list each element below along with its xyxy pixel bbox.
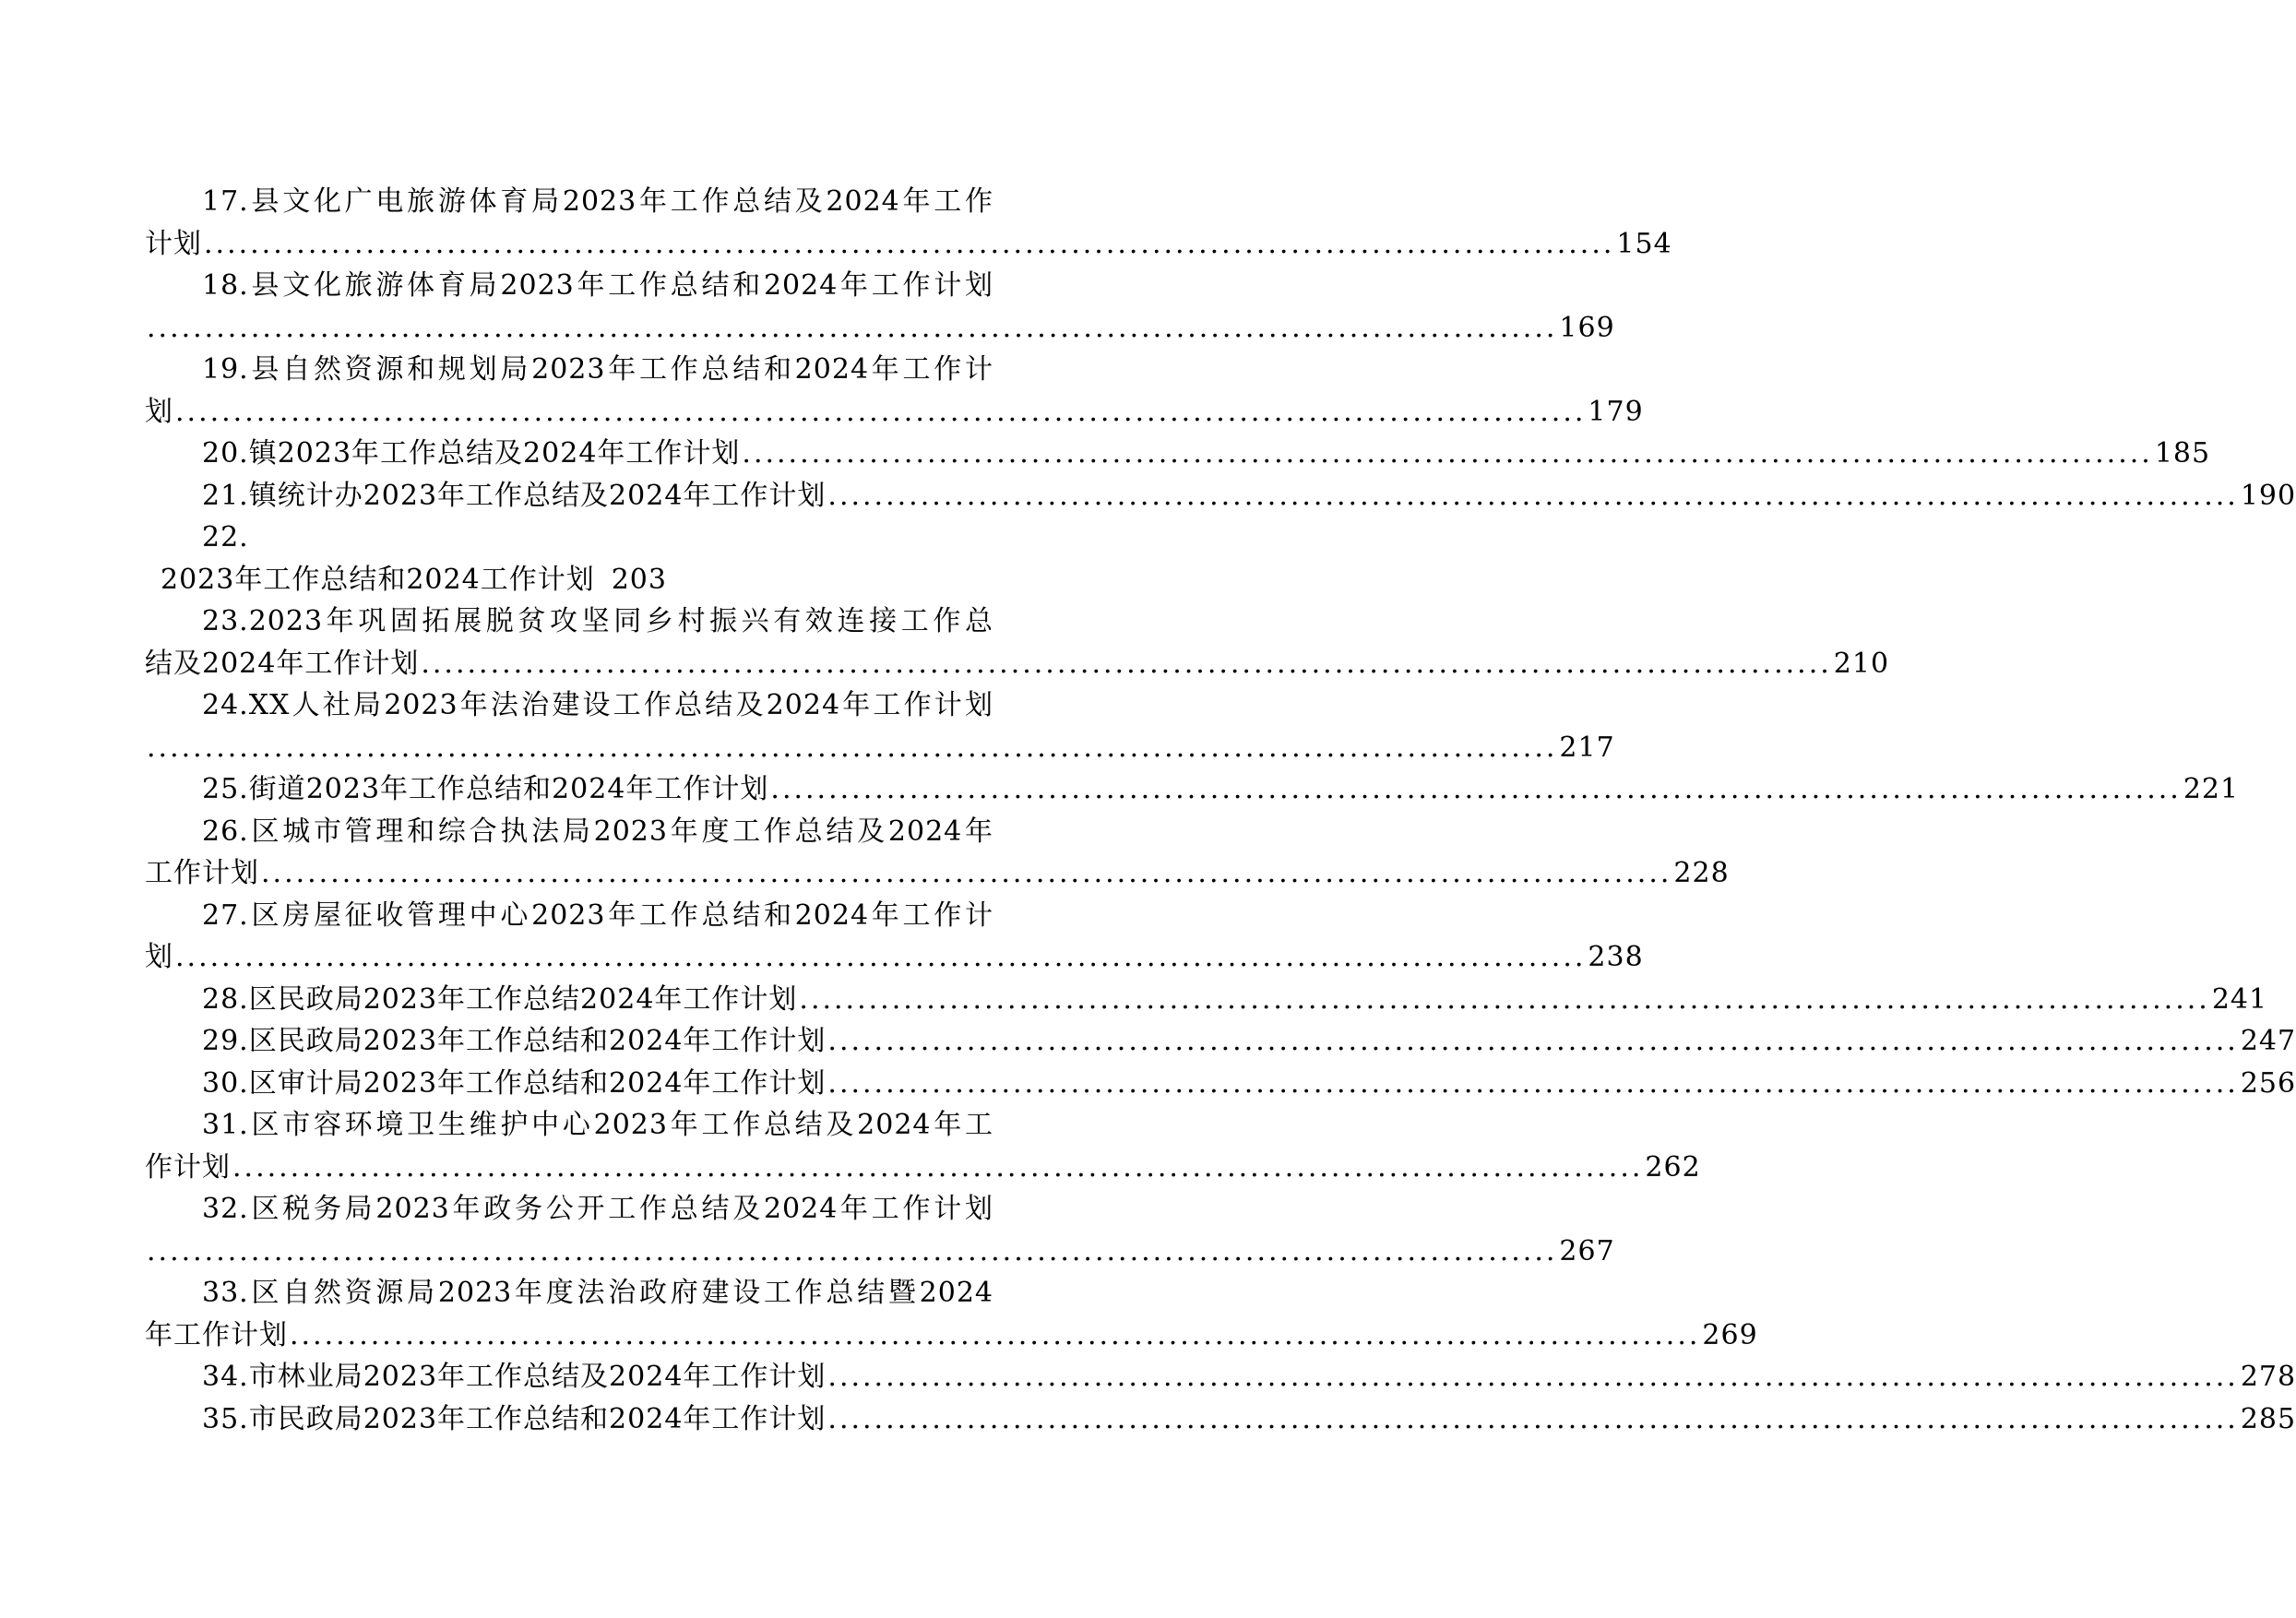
toc-entry-26-line2[interactable] <box>145 852 1730 895</box>
toc-page-number-31: 262 <box>1645 1150 1701 1184</box>
toc-entry-17-line2[interactable] <box>145 223 1672 266</box>
toc-entry-26-line1[interactable]: 26.区城市管理和综合执法局2023年度工作总结及2024年 <box>202 815 993 848</box>
toc-entry-19-line1[interactable]: 19.县自然资源和规划局2023年工作总结和2024年工作计 <box>202 353 993 386</box>
toc-entry-31-title-end: 作计划 <box>145 1150 231 1184</box>
toc-entry-21-title: 21.镇统计办2023年工作总结及2024年工作计划 <box>202 479 827 512</box>
toc-leader-dots: .......................................................................................................................... <box>261 857 1672 889</box>
toc-entry-32-line2[interactable] <box>145 1231 1615 1273</box>
toc-entry-24-line1[interactable]: 24.XX人社局2023年法治建设工作总结及2024年工作计划 <box>202 689 993 721</box>
toc-leader-dots: .......................................................................................................................... <box>827 1025 2239 1057</box>
toc-entry-27-title-end: 划 <box>145 941 173 973</box>
toc-entry-30-title: 30.区审计局2023年工作总结和2024年工作计划 <box>202 1066 827 1100</box>
toc-entry-22-title: 2023年工作总结和2024工作计划 <box>161 563 595 596</box>
toc-page-number-27: 238 <box>1588 941 1644 973</box>
toc-leader-dots: .......................................................................................................................... <box>204 227 1615 260</box>
toc-entry-31-line2[interactable] <box>145 1147 1701 1189</box>
toc-page-number-25: 221 <box>2183 773 2240 805</box>
toc-entry-33-line2[interactable] <box>145 1315 1758 1357</box>
toc-leader-dots: .......................................................................................................................... <box>147 1234 1558 1267</box>
toc-entry-35[interactable] <box>145 1398 2296 1441</box>
toc-leader-dots: .......................................................................................................................... <box>232 1150 1644 1184</box>
toc-page-number-28: 241 <box>2211 982 2268 1016</box>
toc-page-number-33: 269 <box>1702 1318 1758 1351</box>
toc-entry-20[interactable] <box>145 433 2211 475</box>
toc-entry-33-line1[interactable]: 33.区自然资源局2023年度法治政府建设工作总结暨2024 <box>202 1277 993 1309</box>
toc-leader-dots: .......................................................................................................................... <box>175 941 1587 973</box>
toc-entry-31-line1[interactable]: 31.区市容环境卫生维护中心2023年工作总结及2024年工 <box>202 1109 993 1141</box>
toc-entry-20-title: 20.镇2023年工作总结及2024年工作计划 <box>202 437 741 470</box>
toc-leader-dots: .......................................................................................................................... <box>827 1402 2239 1435</box>
toc-page-number-24: 217 <box>1559 731 1615 764</box>
toc-entry-29-title: 29.区民政局2023年工作总结和2024年工作计划 <box>202 1025 827 1057</box>
toc-page-number-30: 256 <box>2240 1066 2296 1100</box>
toc-leader-dots: .......................................................................................................................... <box>147 311 1558 344</box>
toc-page-number-17: 154 <box>1616 227 1672 260</box>
table-of-contents <box>145 181 2296 1440</box>
toc-entry-23-title-end: 结及2024年工作计划 <box>145 647 420 680</box>
toc-entry-28-title: 28.区民政局2023年工作总结2024年工作计划 <box>202 982 798 1016</box>
toc-entry-29[interactable] <box>145 1020 2296 1063</box>
toc-leader-dots: .......................................................................................................................... <box>742 437 2153 470</box>
toc-entry-26-title-end: 工作计划 <box>145 857 259 889</box>
toc-page-number-21: 190 <box>2240 479 2296 512</box>
toc-entry-32-line1[interactable]: 32.区税务局2023年政务公开工作总结及2024年工作计划 <box>202 1193 993 1225</box>
toc-entry-35-title: 35.市民政局2023年工作总结和2024年工作计划 <box>202 1402 827 1435</box>
toc-page-number-20: 185 <box>2154 437 2211 470</box>
toc-entry-27-line1[interactable]: 27.区房屋征收管理中心2023年工作总结和2024年工作计 <box>202 898 993 932</box>
toc-entry-24-line2[interactable] <box>145 727 1615 769</box>
toc-page-number-23: 210 <box>1833 647 1890 680</box>
toc-page-number-29: 247 <box>2240 1025 2296 1057</box>
toc-entry-33-title-end: 年工作计划 <box>145 1318 288 1351</box>
toc-page-number-35: 285 <box>2240 1402 2296 1435</box>
toc-entry-34-title: 34.市林业局2023年工作总结及2024年工作计划 <box>202 1361 827 1393</box>
toc-entry-22-line1[interactable]: 22. <box>202 521 249 553</box>
toc-entry-25-title: 25.街道2023年工作总结和2024年工作计划 <box>202 773 769 805</box>
toc-entry-18-line1[interactable]: 18.县文化旅游体育局2023年工作总结和2024年工作计划 <box>202 269 993 302</box>
toc-leader-dots: .......................................................................................................................... <box>799 982 2210 1016</box>
toc-leader-dots: .......................................................................................................................... <box>290 1318 1701 1351</box>
toc-page-number-26: 228 <box>1673 857 1730 889</box>
toc-entry-25[interactable] <box>145 768 2240 811</box>
toc-entry-28[interactable] <box>145 979 2268 1021</box>
toc-entry-18-line2[interactable] <box>145 307 1615 350</box>
toc-leader-dots: .......................................................................................................................... <box>827 479 2239 512</box>
toc-leader-dots: .......................................................................................................................... <box>147 731 1558 764</box>
toc-entry-17-title-end: 计划 <box>145 227 202 260</box>
toc-entry-19-title-end: 划 <box>145 395 173 428</box>
toc-leader-dots: .......................................................................................................................... <box>827 1361 2239 1393</box>
toc-entry-17-line1[interactable]: 17.县文化广电旅游体育局2023年工作总结及2024年工作 <box>202 185 993 218</box>
toc-page-number-19: 179 <box>1588 395 1644 428</box>
toc-entry-23-line1[interactable]: 23.2023年巩固拓展脱贫攻坚同乡村振兴有效连接工作总 <box>202 605 993 637</box>
toc-leader-dots: .......................................................................................................................... <box>421 647 1832 680</box>
toc-page-number-18: 169 <box>1559 311 1615 344</box>
toc-entry-34[interactable] <box>145 1356 2296 1398</box>
toc-entry-19-line2[interactable] <box>145 391 1644 434</box>
toc-leader-dots: .......................................................................................................................... <box>827 1066 2239 1100</box>
toc-leader-dots: .......................................................................................................................... <box>770 773 2182 805</box>
toc-entry-21[interactable] <box>145 475 2296 518</box>
toc-entry-23-line2[interactable] <box>145 643 1890 685</box>
toc-page-number-34: 278 <box>2240 1361 2296 1393</box>
toc-leader-dots: .......................................................................................................................... <box>175 395 1587 428</box>
toc-entry-27-line2[interactable] <box>145 936 1644 979</box>
toc-entry-22-line2[interactable] <box>145 559 993 601</box>
toc-page-number-32: 267 <box>1559 1234 1615 1267</box>
toc-page-number-22: 203 <box>611 563 667 596</box>
toc-entry-30[interactable] <box>145 1063 2296 1105</box>
